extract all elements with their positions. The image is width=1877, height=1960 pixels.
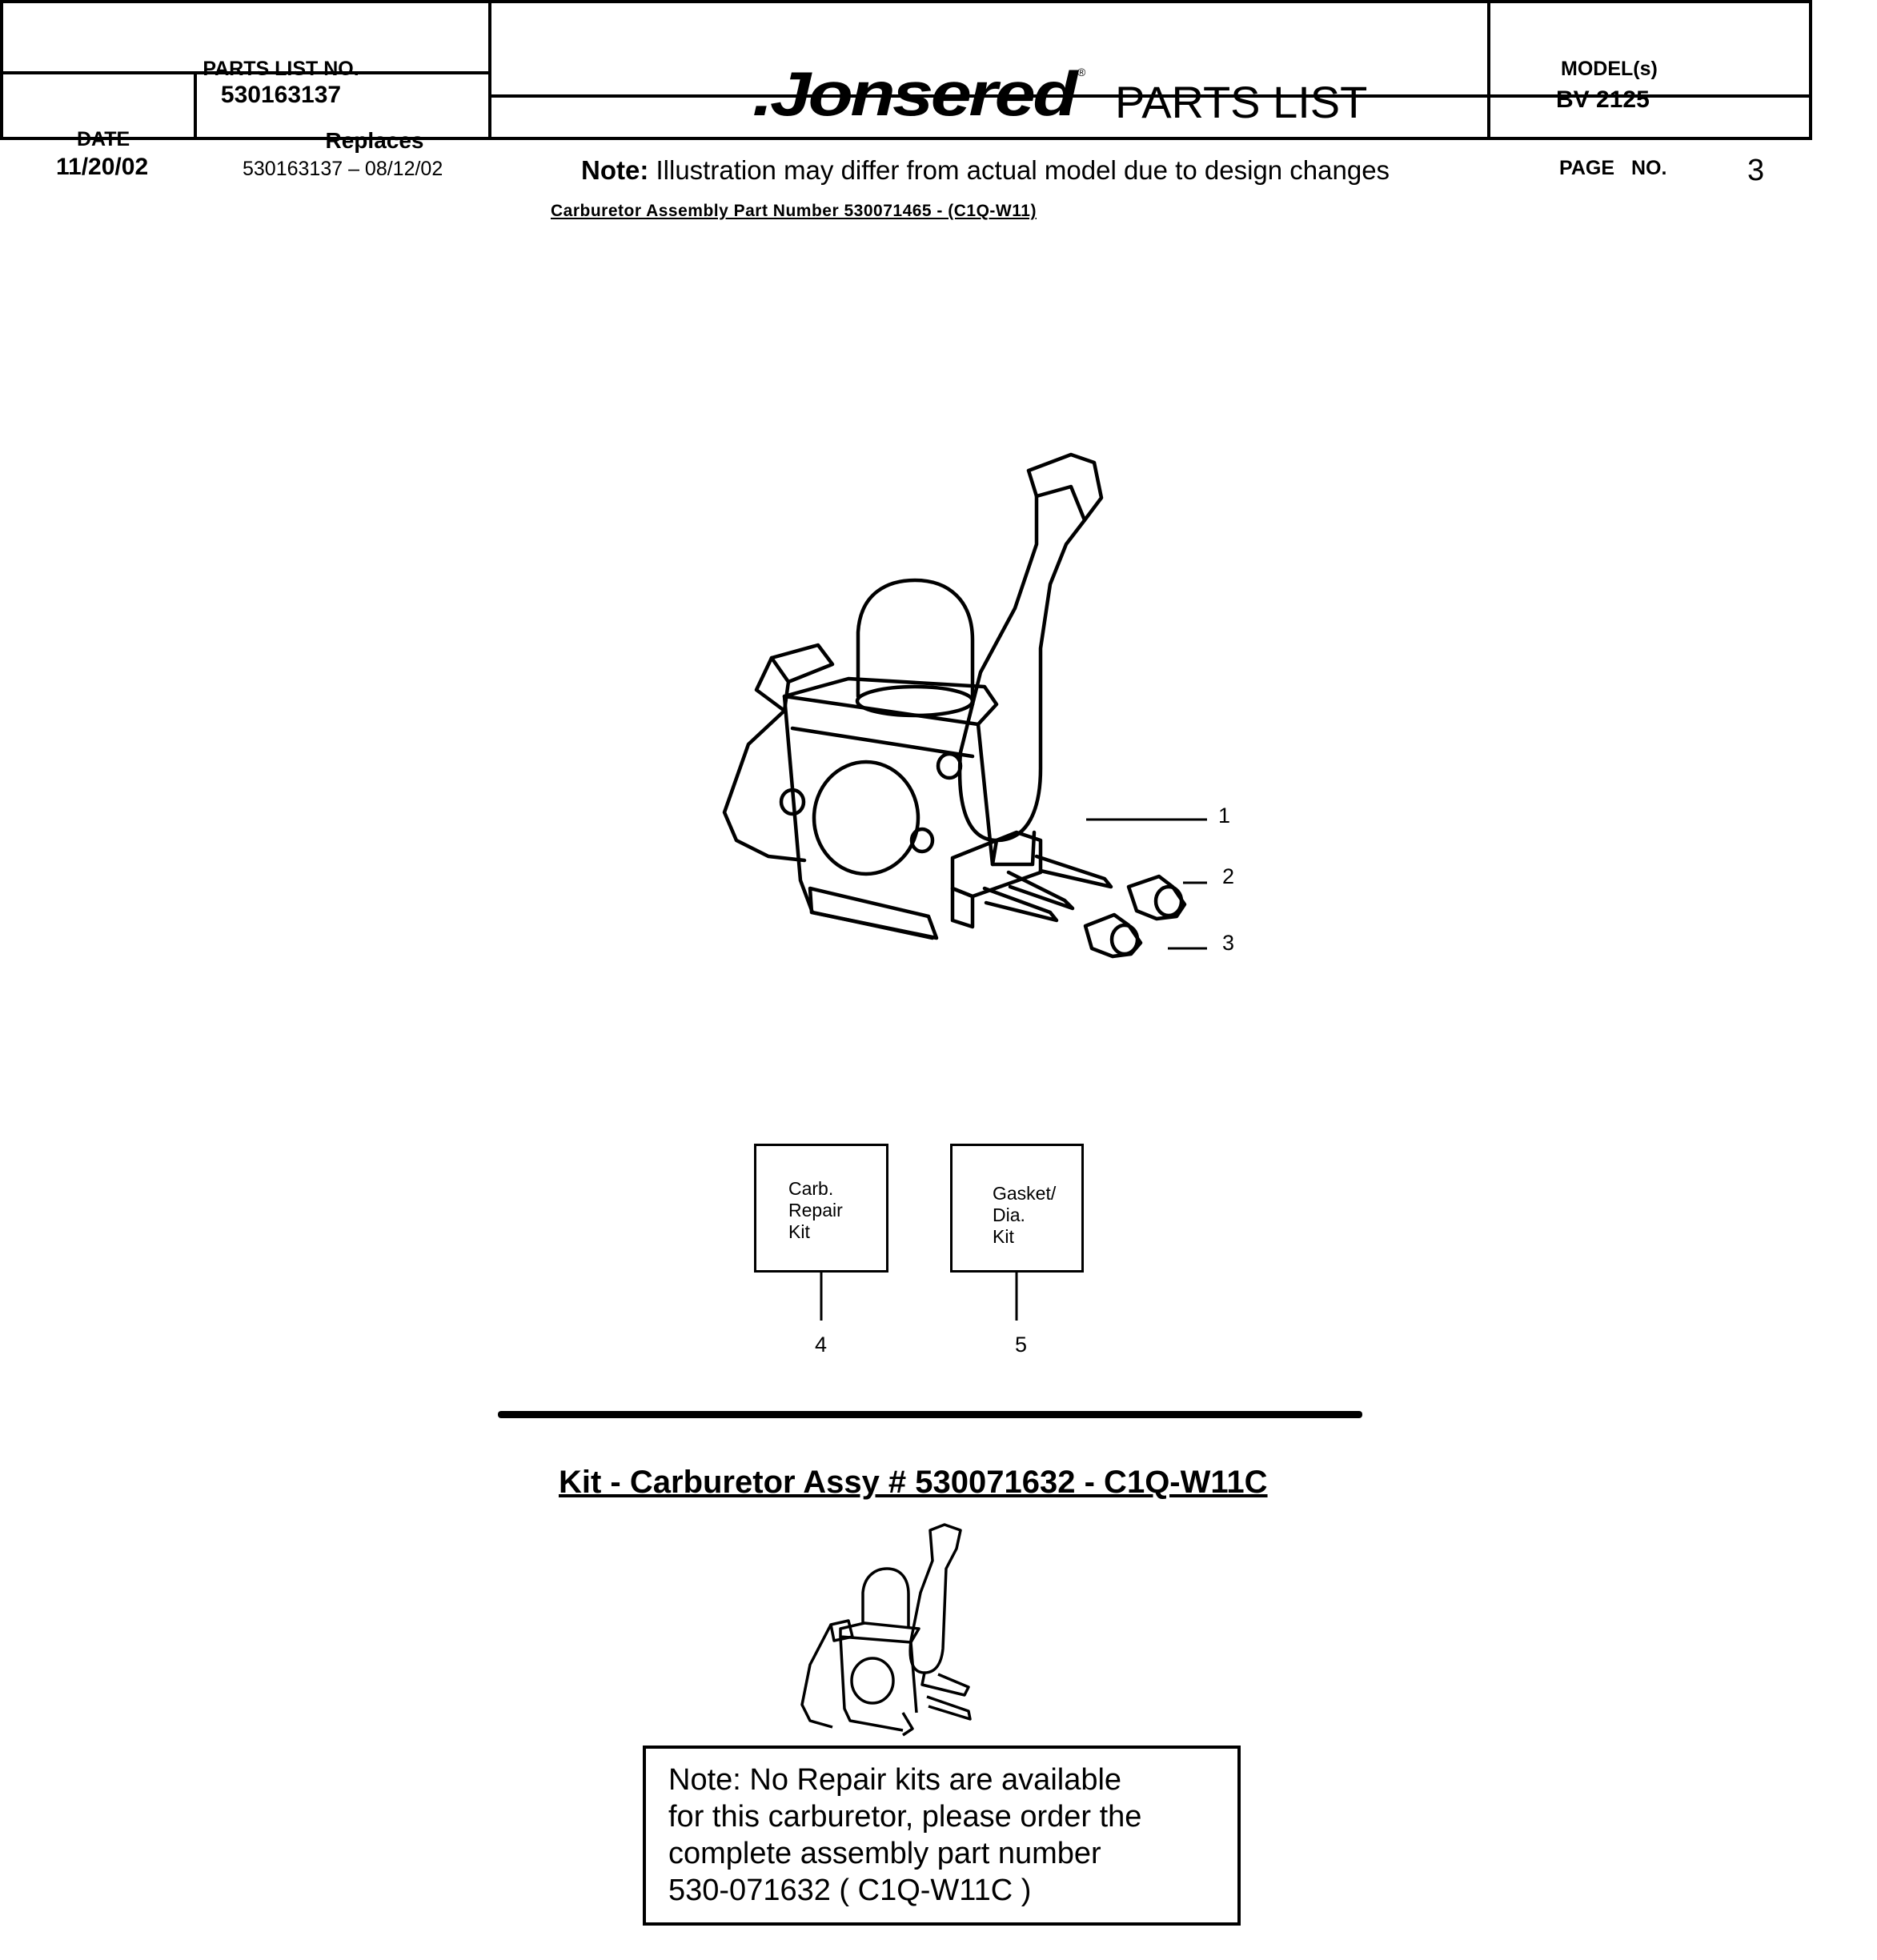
kit-title: Kit - Carburetor Assy # 530071632 - C1Q-W11C — [559, 1465, 1268, 1500]
callout-1: 1 — [1218, 804, 1231, 828]
models-label: MODEL(s) — [1561, 58, 1658, 80]
parts-list-no: 530163137 — [220, 82, 342, 108]
jonsered-logo: .Jonsered — [752, 58, 1075, 129]
page-number: 3 — [1747, 154, 1765, 187]
page-no-label: NO. — [1631, 157, 1667, 179]
carb-repair-kit-box: Carb. Repair Kit — [754, 1144, 888, 1273]
date-value: 11/20/02 — [56, 154, 149, 180]
registered-mark: ® — [1077, 66, 1086, 78]
model-value: BV 2125 — [1556, 86, 1650, 113]
no-repair-kits-note: Note: No Repair kits are available for this carburetor, please order the complete assembly part number 530-071632 ( C1Q-W11C ) — [643, 1746, 1241, 1926]
date-label: DATE — [77, 128, 130, 150]
callout-5: 5 — [1015, 1333, 1028, 1357]
replaces-value: 530163137 – 08/12/02 — [243, 158, 443, 180]
parts-list-title: PARTS LIST — [1115, 77, 1368, 127]
assembly-subtitle: Carburetor Assembly Part Number 530071465 - (C1Q-W11) — [551, 202, 1037, 220]
parts-list-no-label: PARTS LIST NO. — [203, 58, 359, 80]
design-note: Note: Illustration may differ from actual model due to design changes — [581, 155, 1390, 185]
callout-3: 3 — [1222, 931, 1235, 955]
gasket-dia-kit-box: Gasket/ Dia. Kit — [950, 1144, 1084, 1273]
page-label: PAGE — [1559, 157, 1614, 179]
callout-2: 2 — [1222, 864, 1235, 888]
callout-4: 4 — [815, 1333, 828, 1357]
replaces-label: Replaces — [325, 128, 424, 153]
